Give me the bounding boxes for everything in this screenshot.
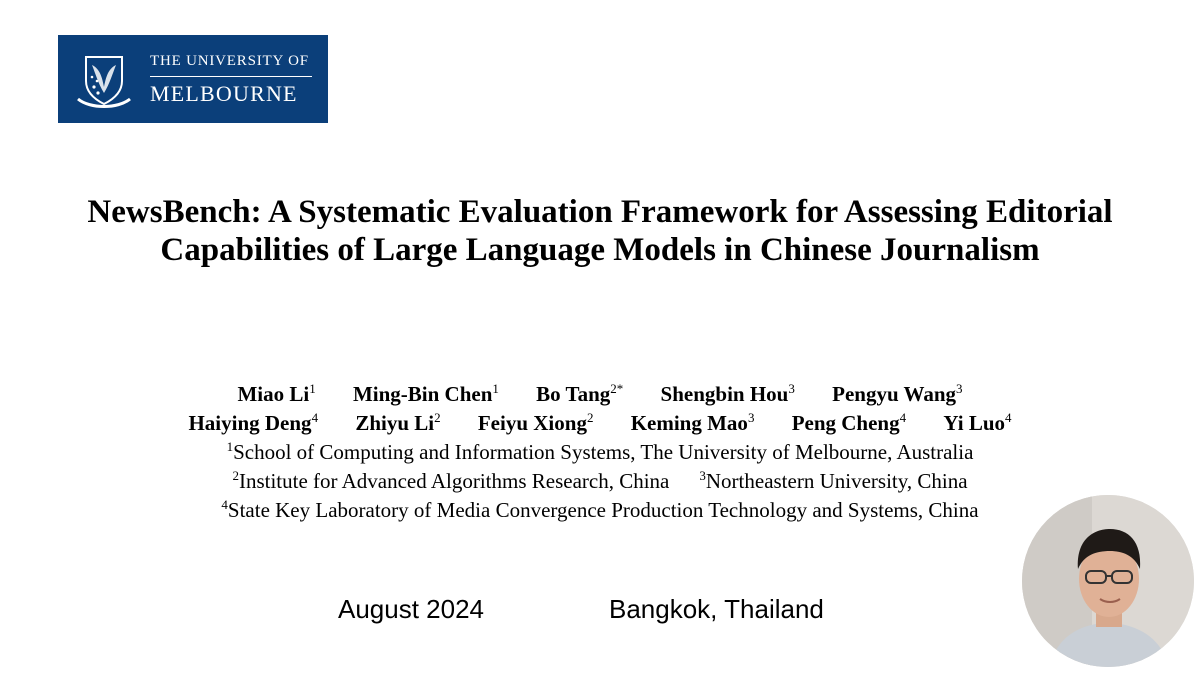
author-affil-mark: 3 — [956, 381, 963, 396]
author — [792, 411, 906, 435]
presenter-avatar-icon — [1022, 495, 1194, 667]
title-line-1: NewsBench: A Systematic Evaluation Framework for Assessing Editorial — [87, 194, 1113, 230]
affiliation-mark: 4 — [221, 497, 228, 512]
author-name: Haiying Deng — [188, 411, 312, 435]
author — [661, 382, 795, 406]
author-affil-mark: 1 — [309, 381, 316, 396]
author-row-1 — [0, 380, 1200, 409]
author — [237, 382, 315, 406]
affiliation-mark: 3 — [699, 468, 706, 483]
author — [536, 382, 623, 406]
affiliation-mark: 1 — [226, 439, 234, 454]
university-logo — [58, 35, 328, 123]
logo-line-2: MELBOURNE — [150, 81, 298, 106]
author — [478, 411, 594, 435]
author-affil-mark: 4 — [899, 410, 907, 425]
author — [353, 382, 499, 406]
author-affil-mark: 3 — [788, 381, 795, 396]
affiliation-1 — [0, 438, 1200, 467]
affiliation-4 — [0, 496, 1200, 525]
logo-line-1: THE UNIVERSITY OF — [150, 53, 309, 69]
university-crest-icon — [72, 47, 136, 111]
author-affil-mark: 2* — [610, 381, 624, 396]
title-line-2: Capabilities of Large Language Models in Chinese Journalism — [160, 232, 1040, 268]
author-affil-mark: 4 — [311, 410, 319, 425]
author-row-2 — [0, 409, 1200, 438]
affiliation-text: School of Computing and Information Systems, The University of Melbourne, Australia — [233, 440, 974, 464]
author-affil-mark: 4 — [1005, 410, 1012, 425]
author-affil-mark: 1 — [492, 381, 499, 396]
author-name: Miao Li — [237, 382, 310, 406]
author-name: Bo Tang — [536, 382, 611, 406]
paper-title — [0, 193, 1200, 269]
affiliation-text: State Key Laboratory of Media Convergence Production Technology and Systems, China — [227, 498, 979, 522]
author-name: Peng Cheng — [791, 411, 900, 435]
author — [355, 411, 440, 435]
author-name: Keming Mao — [630, 411, 748, 435]
author — [631, 411, 755, 435]
author — [832, 382, 962, 406]
logo-divider — [150, 76, 312, 77]
affiliation-text: Northeastern University, China — [705, 469, 968, 493]
affiliation-mark: 2 — [232, 468, 239, 483]
author-affil-mark: 2 — [586, 410, 594, 425]
author-name: Yi Luo — [943, 411, 1006, 435]
author-name: Pengyu Wang — [832, 382, 957, 406]
presentation-location: Bangkok, Thailand — [609, 594, 824, 624]
author-affil-mark: 2 — [434, 410, 441, 425]
author-affil-mark: 3 — [747, 410, 755, 425]
presentation-date: August 2024 — [338, 594, 485, 624]
author-block — [0, 380, 1200, 525]
author-name: Zhiyu Li — [355, 411, 435, 435]
author-name: Shengbin Hou — [660, 382, 789, 406]
author-name: Feiyu Xiong — [477, 411, 587, 435]
affiliation-2-3 — [0, 467, 1200, 496]
author — [943, 411, 1011, 435]
presenter-webcam — [1022, 495, 1194, 667]
author — [188, 411, 318, 435]
affiliation-text: Institute for Advanced Algorithms Research, China — [238, 469, 670, 493]
author-name: Ming-Bin Chen — [352, 382, 493, 406]
